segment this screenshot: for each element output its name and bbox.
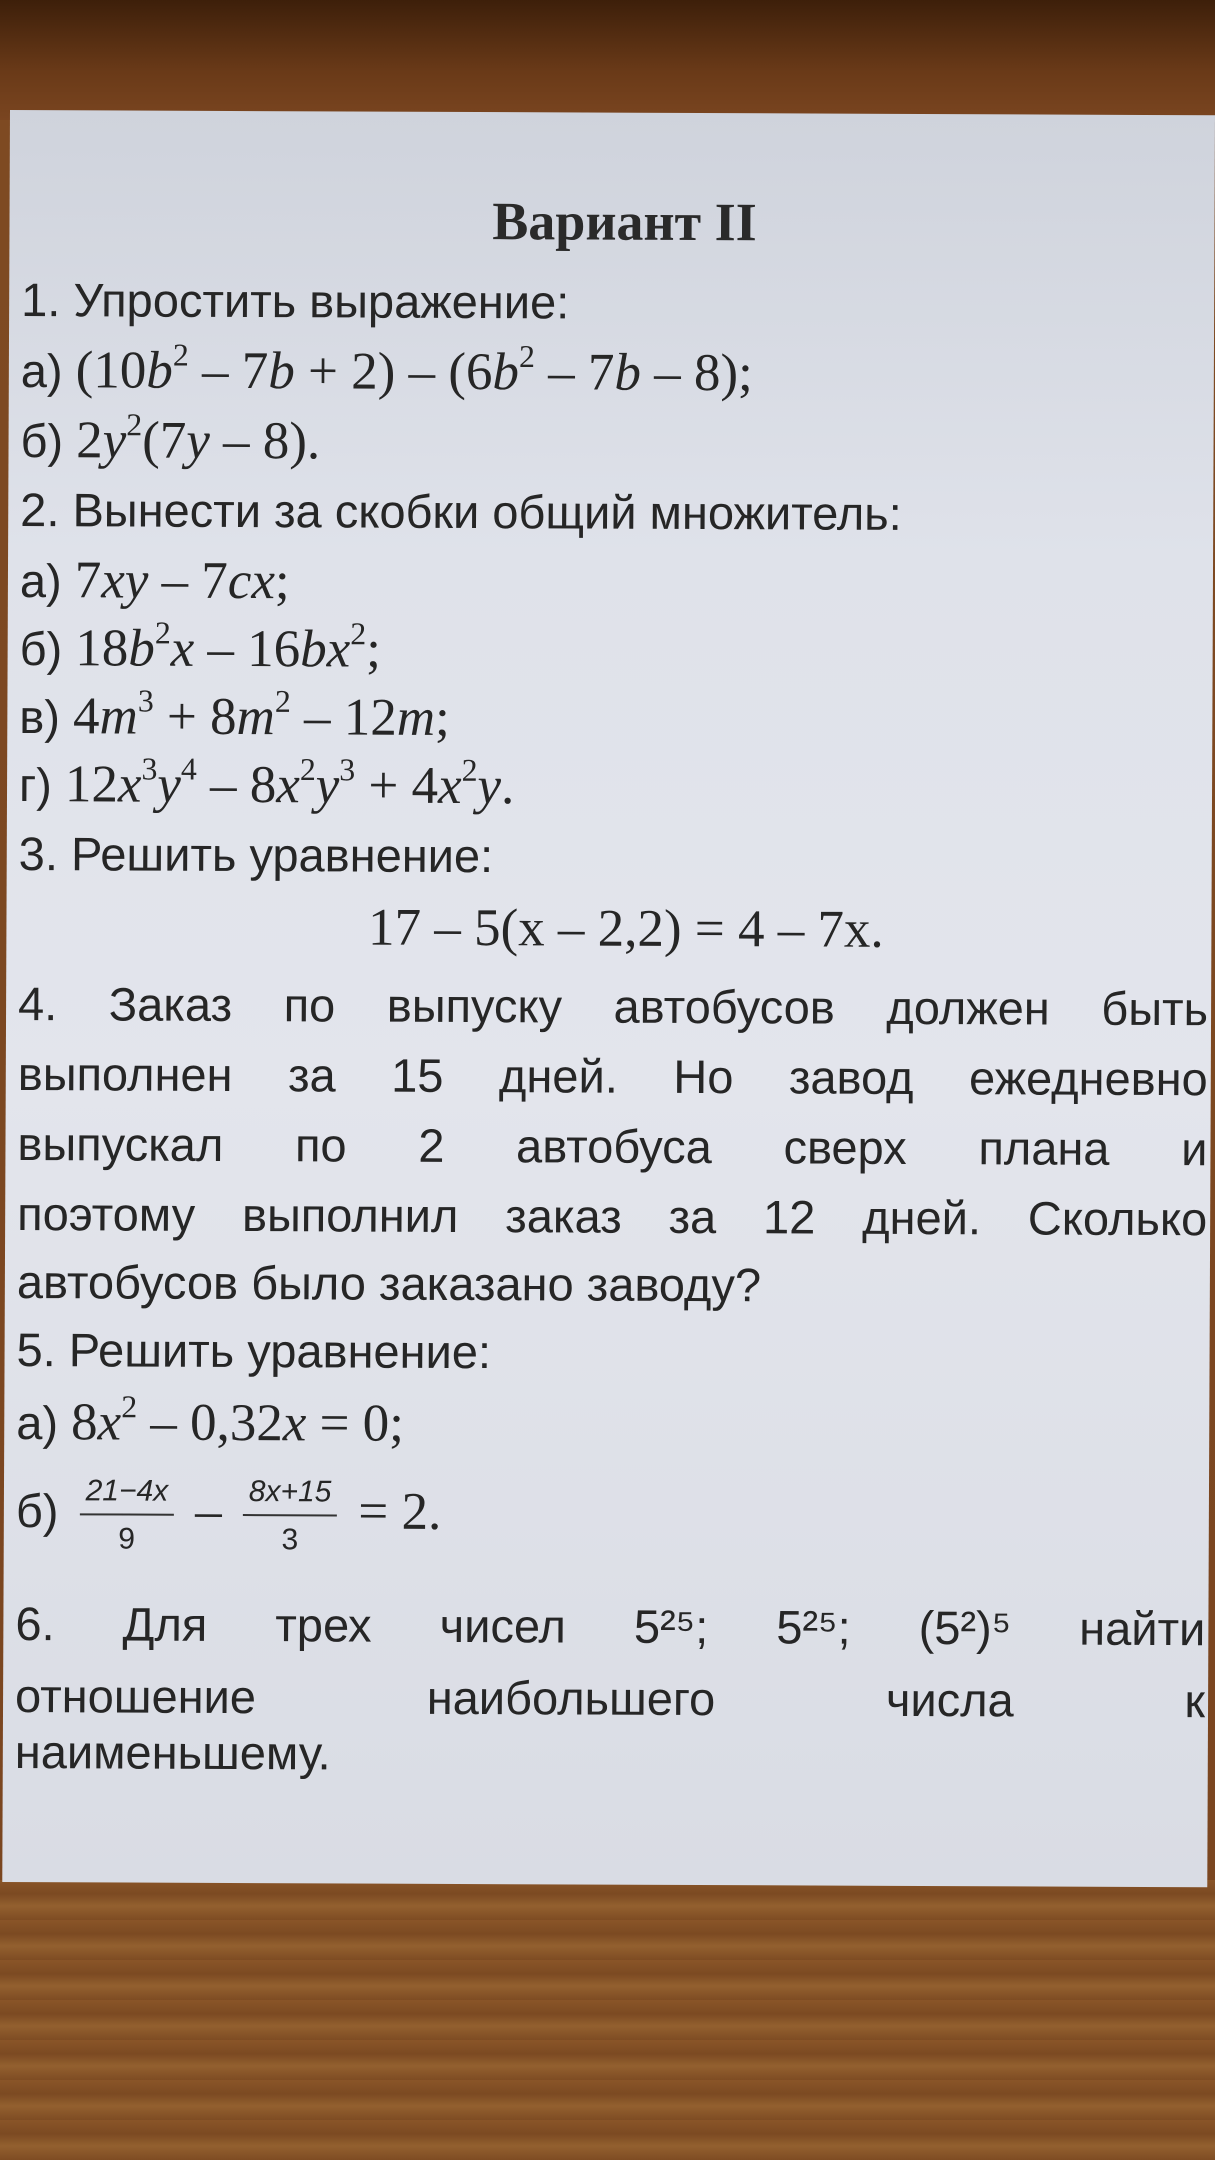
task2-c-expression: $4m^3 + 8m^2 - 12m$; xyxy=(72,683,450,747)
task4-line-2: выполнен за 15 дней. Но завод ежедневно xyxy=(17,1047,1208,1106)
task6-line-2: отношение наибольшего числа к xyxy=(14,1669,1206,1728)
task5-fraction-2-numerator: 8x+15 xyxy=(243,1474,338,1516)
task5-a-expression: $8x^2 - 0,32x = 0$; xyxy=(71,1389,405,1453)
task5-fraction-2-denominator: 3 xyxy=(281,1522,299,1556)
task1-a-label: а) xyxy=(20,344,63,398)
task1-item-b xyxy=(20,407,321,472)
variant-title: Вариант II xyxy=(492,191,757,253)
task2-heading: 2. Вынести за скобки общий множитель: xyxy=(20,483,902,540)
task3-equation: 17 – 5(x – 2,2) = 4 – 7x. xyxy=(367,898,884,959)
task1-b-expression: $2y^2(7y - 8)$. xyxy=(76,407,321,471)
task2-b-expression: $18b^2x - 16bx^2$; xyxy=(75,615,382,679)
task5-fraction-2 xyxy=(243,1474,338,1558)
task1-b-label: б) xyxy=(20,414,64,468)
table-surface-bottom xyxy=(0,1880,1215,2160)
task5-minus-sign: – xyxy=(195,1481,222,1540)
task2-d-expression: $12x^3y^4 - 8x^2y^3 + 4x^2y$. xyxy=(64,751,515,816)
task2-item-d xyxy=(18,751,515,817)
task2-item-b xyxy=(19,615,382,681)
task6-line-3: наименьшему. xyxy=(14,1725,331,1780)
task2-item-a xyxy=(20,550,290,612)
task5-item-a xyxy=(16,1389,405,1455)
task5-fraction-1-numerator: 21−4x xyxy=(80,1473,175,1515)
task2-c-label: в) xyxy=(19,690,61,744)
task1-item-a xyxy=(20,337,753,404)
task2-a-expression: 7xy – 7cx; xyxy=(74,551,290,611)
task3-heading: 3. Решить уравнение: xyxy=(18,827,494,883)
task5-a-label: а) xyxy=(16,1396,59,1450)
task6-line-1: 6. Для трех чисел 5²⁵; 5²⁵; (5²)⁵ найти xyxy=(15,1597,1206,1656)
worksheet-paper xyxy=(2,110,1215,1887)
task4-line-3: выпускал по 2 автобуса сверх плана и xyxy=(17,1117,1208,1176)
task5-b-label: б) xyxy=(15,1484,59,1538)
table-surface-top xyxy=(0,0,1215,120)
task1-heading: 1. Упростить выражение: xyxy=(21,273,570,329)
task5-fraction-1 xyxy=(79,1473,174,1557)
task4-line-4: поэтому выполнил заказ за 12 дней. Сколько xyxy=(17,1187,1208,1246)
task5-item-b xyxy=(16,1460,442,1563)
task2-d-label: г) xyxy=(18,758,52,812)
task5-rhs: = 2. xyxy=(358,1482,442,1541)
task4-line-1: 4. Заказ по выпуску автобусов должен быть xyxy=(17,977,1209,1036)
task4-line-5: автобусов было заказано заводу? xyxy=(16,1255,762,1312)
task1-a-expression: $(10b^2 - 7b + 2) - (6b^2 - 7b - 8)$; xyxy=(75,337,753,403)
task2-a-label: а) xyxy=(19,554,62,608)
task2-b-label: б) xyxy=(19,622,63,676)
task5-heading: 5. Решить уравнение: xyxy=(16,1323,492,1379)
task5-fraction-1-denominator: 9 xyxy=(118,1522,136,1556)
task2-item-c xyxy=(19,683,450,749)
